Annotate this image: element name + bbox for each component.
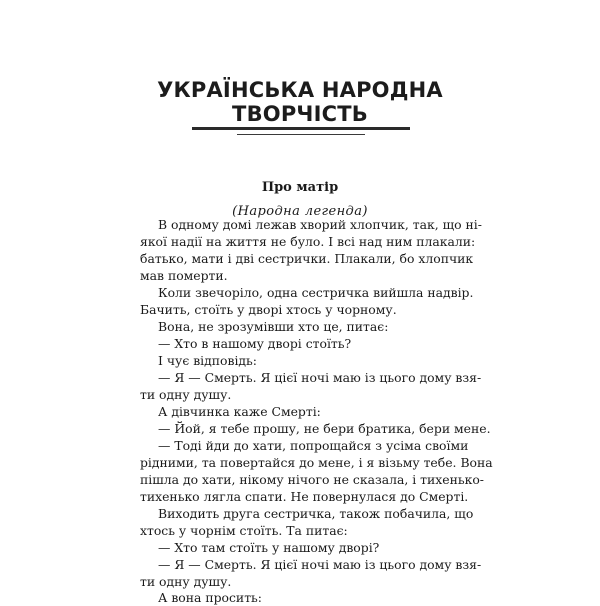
text-line: якої надії на життя не було. І всі над ним плакали: (140, 234, 476, 249)
text-line: Виходить друга сестричка, також побачила, що (158, 506, 474, 521)
text-line: Бачить, стоїть у дворі хтось у чорному. (140, 302, 397, 317)
text-line: батько, мати і дві сестрички. Плакали, бо хлопчик (140, 251, 474, 266)
text-line: — Хто там стоїть у нашому дворі? (158, 540, 380, 555)
story-genre-subtitle: (Народна легенда) (232, 204, 368, 219)
text-line: Вона, не зрозумівши хто це, питає: (158, 319, 389, 334)
story-title: Про матір (261, 180, 339, 195)
text-line: — Я — Смерть. Я цієї ночі маю із цього дому взя- (158, 557, 482, 572)
text-line: А вона просить: (158, 590, 262, 605)
text-line: — Хто в нашому дворі стоїть? (158, 336, 352, 351)
text-line: мав померти. (140, 268, 228, 283)
text-line: ти одну душу. (140, 574, 232, 589)
text-line: Коли звечоріло, одна сестричка вийшла надвір. (158, 285, 474, 300)
text-line: рідними, та повертайся до мене, і я візьму тебе. Вона (140, 455, 493, 470)
text-line: ти одну душу. (140, 387, 232, 402)
heading-rule-thick (192, 127, 410, 130)
section-heading-line-2: ТВОРЧІСТЬ (232, 102, 368, 126)
text-line: тихенько лягла спати. Не повернулася до Смерті. (140, 489, 469, 504)
text-line: пішла до хати, нікому нічого не сказала, і тихенько- (140, 472, 484, 487)
text-line: А дівчинка каже Смерті: (158, 404, 321, 419)
text-line: — Я — Смерть. Я цієї ночі маю із цього дому взя- (158, 370, 482, 385)
section-heading-line-1: УКРАЇНСЬКА НАРОДНА (157, 78, 443, 102)
text-line: хтось у чорнім стоїть. Та питає: (140, 523, 348, 538)
text-line: І чує відповідь: (158, 353, 257, 368)
heading-rule-thin (237, 134, 365, 135)
text-line: В одному домі лежав хворий хлопчик, так, що ні- (158, 217, 482, 232)
text-line: — Йой, я тебе прошу, не бери братика, бери мене. (158, 421, 491, 436)
text-line: — Тоді йди до хати, попрощайся з усіма своїми (158, 438, 469, 453)
